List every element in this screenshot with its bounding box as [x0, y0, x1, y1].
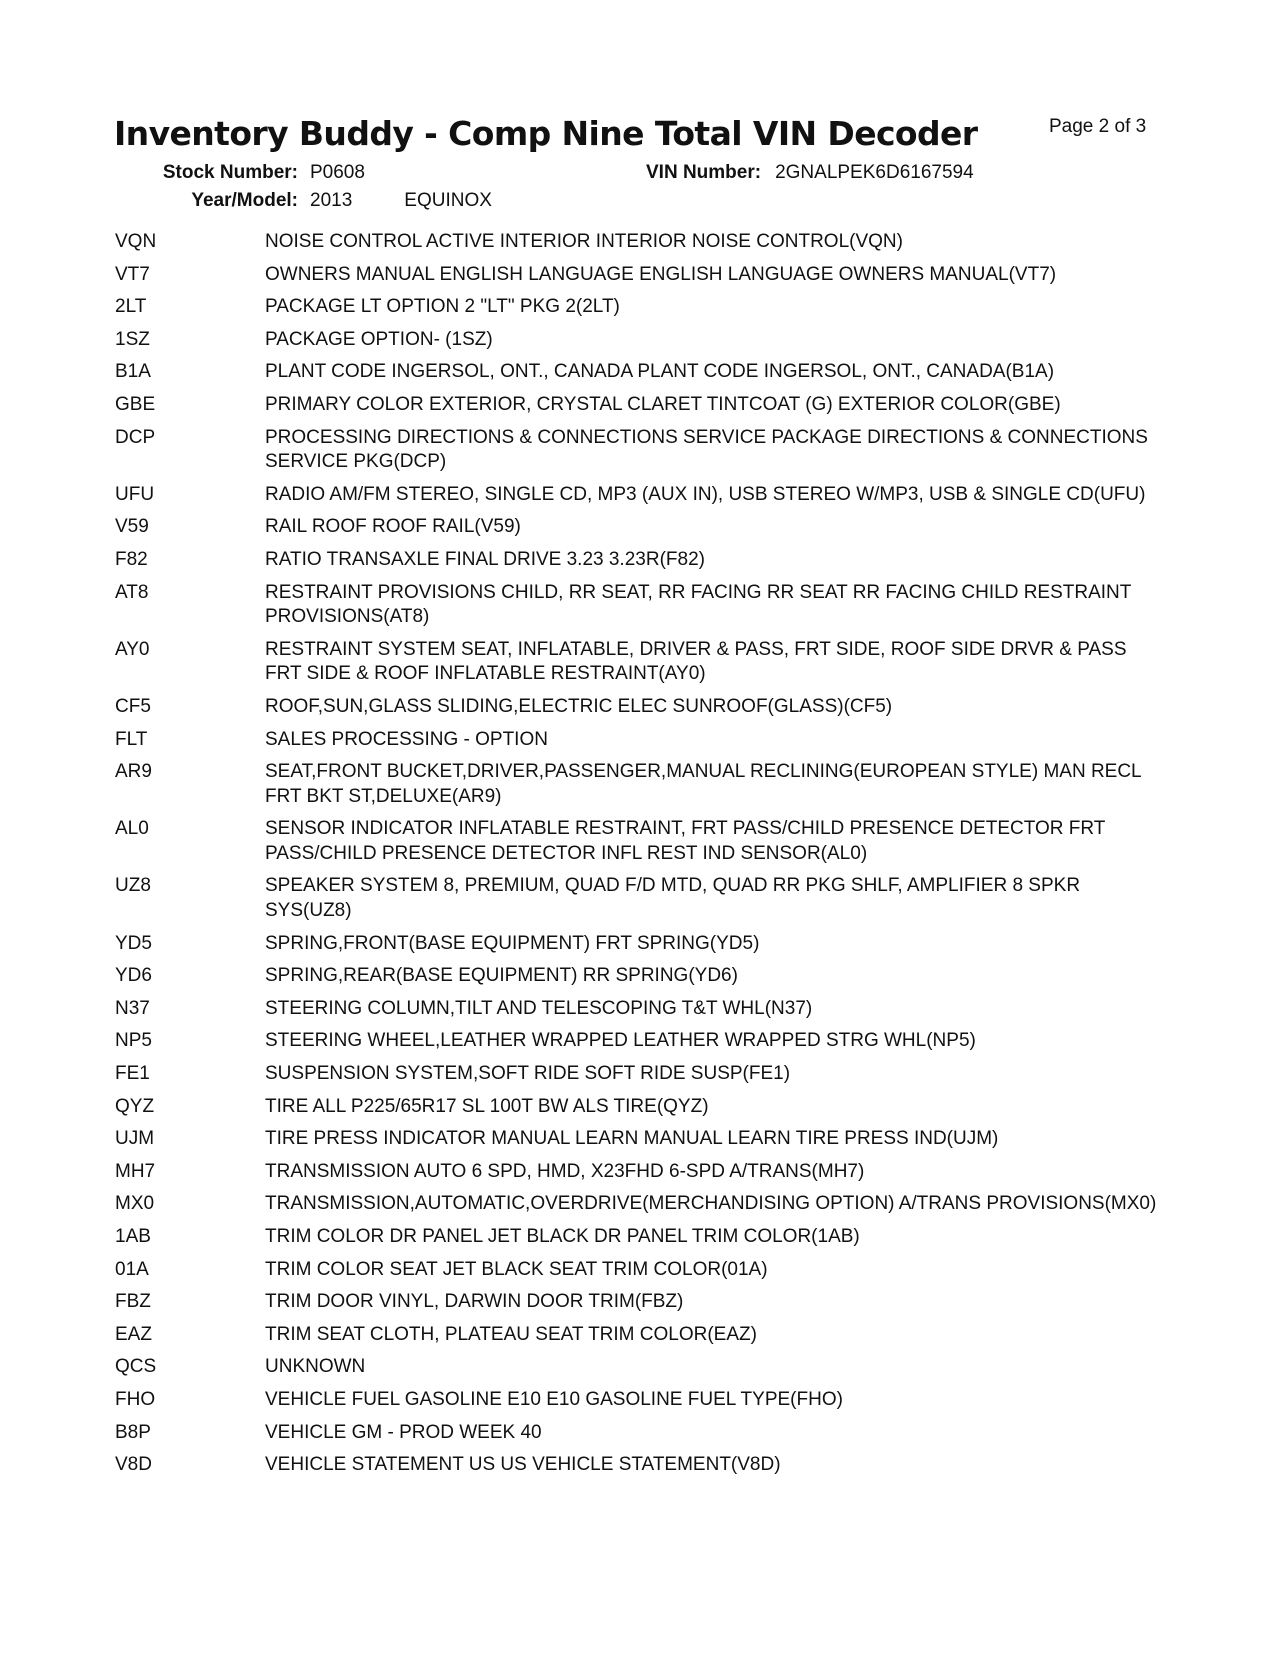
option-description: STEERING WHEEL,LEATHER WRAPPED LEATHER WRAPPED STRG WHL(NP5): [265, 1030, 976, 1052]
model-value: EQUINOX: [404, 190, 492, 211]
option-row: [115, 426, 1165, 483]
option-description: RAIL ROOF ROOF RAIL(V59): [265, 516, 521, 538]
option-code: QYZ: [115, 1095, 155, 1117]
option-description: TRIM DOOR VINYL, DARWIN DOOR TRIM(FBZ): [265, 1291, 684, 1313]
option-description: SPRING,FRONT(BASE EQUIPMENT) FRT SPRING(YD5): [265, 932, 760, 954]
option-row: [115, 760, 1165, 817]
option-code: FHO: [115, 1388, 156, 1410]
option-code: AY0: [115, 638, 150, 660]
option-row: [115, 1388, 1165, 1421]
option-row: [115, 728, 1165, 761]
option-description: SENSOR INDICATOR INFLATABLE RESTRAINT, FRT PASS/CHILD PRESENCE DETECTOR FRT PASS/CHILD PRESENCE DETECTOR INFL REST IND SENSOR(AL0): [265, 818, 1106, 864]
option-row: [115, 1453, 1165, 1486]
option-row: [115, 1290, 1165, 1323]
option-code: YD6: [115, 965, 152, 987]
option-code: VQN: [115, 231, 157, 252]
option-description: RADIO AM/FM STEREO, SINGLE CD, MP3 (AUX IN), USB STEREO W/MP3, USB & SINGLE CD(UFU): [265, 483, 1146, 505]
option-row: [115, 817, 1165, 874]
document-title: Inventory Buddy - Comp Nine Total VIN Decoder: [114, 114, 978, 153]
year-model-label: Year/Model:: [191, 190, 298, 211]
option-row: [115, 1127, 1165, 1160]
option-row: [115, 1258, 1165, 1291]
option-code: F82: [115, 548, 148, 570]
option-code: B8P: [115, 1421, 151, 1443]
option-code: UZ8: [115, 875, 151, 897]
option-row: [115, 548, 1165, 581]
option-row: [115, 997, 1165, 1030]
option-row: [115, 932, 1165, 965]
option-description: VEHICLE FUEL GASOLINE E10 E10 GASOLINE FUEL TYPE(FHO): [265, 1388, 843, 1410]
option-row: [115, 230, 1165, 263]
option-code: MH7: [115, 1160, 156, 1182]
option-description: OWNERS MANUAL ENGLISH LANGUAGE ENGLISH LANGUAGE OWNERS MANUAL(VT7): [265, 263, 1057, 285]
option-description: STEERING COLUMN,TILT AND TELESCOPING T&T WHL(N37): [265, 997, 813, 1019]
option-description: TRANSMISSION,AUTOMATIC,OVERDRIVE(MERCHANDISING OPTION) A/TRANS PROVISIONS(MX0): [265, 1193, 1157, 1215]
option-description: TRIM COLOR DR PANEL JET BLACK DR PANEL TRIM COLOR(1AB): [265, 1226, 860, 1247]
option-row: [115, 874, 1165, 931]
vin-number-value: 2GNALPEK6D6167594: [775, 162, 974, 183]
option-description: NOISE CONTROL ACTIVE INTERIOR INTERIOR NOISE CONTROL(VQN): [265, 231, 903, 252]
option-description: VEHICLE STATEMENT US US VEHICLE STATEMENT(V8D): [265, 1454, 781, 1476]
option-code: V59: [115, 516, 149, 538]
option-code: MX0: [115, 1193, 155, 1215]
option-description: RATIO TRANSAXLE FINAL DRIVE 3.23 3.23R(F82): [265, 548, 705, 570]
option-description: TRANSMISSION AUTO 6 SPD, HMD, X23FHD 6-SPD A/TRANS(MH7): [265, 1160, 865, 1182]
option-description: ROOF,SUN,GLASS SLIDING,ELECTRIC ELEC SUNROOF(GLASS)(CF5): [265, 695, 893, 717]
option-code: V8D: [115, 1454, 152, 1476]
option-row: [115, 515, 1165, 548]
option-row: [115, 964, 1165, 997]
option-description: SUSPENSION SYSTEM,SOFT RIDE SOFT RIDE SUSP(FE1): [265, 1063, 791, 1085]
option-row: [115, 1029, 1165, 1062]
option-description: PACKAGE OPTION- (1SZ): [265, 328, 493, 350]
option-description: TRIM SEAT CLOTH, PLATEAU SEAT TRIM COLOR(EAZ): [265, 1323, 757, 1345]
option-description: RESTRAINT SYSTEM SEAT, INFLATABLE, DRIVER & PASS, FRT SIDE, ROOF SIDE DRVR & PASS FRT SIDE & ROOF INFLATABLE RESTRAINT(AY0): [265, 638, 1127, 685]
year-value: 2013: [310, 190, 353, 211]
option-row: [115, 695, 1165, 728]
stock-number-field: [150, 162, 365, 184]
option-row: [115, 1192, 1165, 1225]
option-row: [115, 263, 1165, 296]
option-row: [115, 360, 1165, 393]
option-row: [115, 1062, 1165, 1095]
stock-number-label: Stock Number:: [162, 162, 298, 183]
option-description: RESTRAINT PROVISIONS CHILD, RR SEAT, RR FACING RR SEAT RR FACING CHILD RESTRAINT PROVISIONS(AT8): [265, 581, 1132, 628]
option-description: TIRE ALL P225/65R17 SL 100T BW ALS TIRE(QYZ): [265, 1095, 709, 1117]
option-description: SPRING,REAR(BASE EQUIPMENT) RR SPRING(YD6): [265, 965, 738, 987]
vin-number-field: [646, 162, 974, 184]
option-row: [115, 1160, 1165, 1193]
option-row: [115, 1421, 1165, 1454]
option-description: SEAT,FRONT BUCKET,DRIVER,PASSENGER,MANUAL RECLINING(EUROPEAN STYLE) MAN RECL FRT BKT ST,DELUXE(AR9): [265, 761, 1141, 807]
option-row: [115, 1355, 1165, 1388]
option-row: [115, 1323, 1165, 1356]
option-description: UNKNOWN: [265, 1356, 366, 1378]
option-code: EAZ: [115, 1323, 152, 1345]
option-row: [115, 1225, 1165, 1258]
option-description: PRIMARY COLOR EXTERIOR, CRYSTAL CLARET TINTCOAT (G) EXTERIOR COLOR(GBE): [265, 393, 1061, 415]
option-description: TRIM COLOR SEAT JET BLACK SEAT TRIM COLOR(01A): [265, 1258, 768, 1280]
option-description: PLANT CODE INGERSOL, ONT., CANADA PLANT CODE INGERSOL, ONT., CANADA(B1A): [265, 361, 1055, 383]
option-code-list: [115, 230, 1165, 1486]
option-code: FBZ: [115, 1291, 151, 1313]
option-code: AR9: [115, 761, 152, 783]
option-row: [115, 483, 1165, 516]
option-code: NP5: [115, 1030, 152, 1052]
option-code: VT7: [115, 263, 150, 285]
option-code: QCS: [115, 1356, 157, 1378]
option-code: 1AB: [115, 1226, 151, 1247]
option-code: 2LT: [115, 296, 147, 318]
option-code: YD5: [115, 932, 152, 954]
stock-number-value: P0608: [310, 162, 365, 183]
option-code: B1A: [115, 361, 151, 383]
option-code: FLT: [115, 728, 148, 750]
option-row: [115, 1095, 1165, 1128]
option-code: AT8: [115, 581, 149, 603]
option-code: DCP: [115, 426, 156, 448]
option-code: AL0: [115, 818, 149, 840]
option-row: [115, 638, 1165, 695]
option-code: 01A: [115, 1258, 149, 1280]
option-row: [115, 328, 1165, 361]
option-row: [115, 393, 1165, 426]
option-description: SALES PROCESSING - OPTION: [265, 728, 548, 750]
vin-number-label: VIN Number:: [646, 162, 762, 183]
page-indicator: Page 2 of 3: [1049, 116, 1147, 137]
option-code: CF5: [115, 695, 151, 717]
option-code: UFU: [115, 483, 155, 505]
option-code: GBE: [115, 393, 156, 415]
option-code: 1SZ: [115, 328, 150, 350]
option-description: PACKAGE LT OPTION 2 "LT" PKG 2(2LT): [265, 296, 620, 318]
option-description: TIRE PRESS INDICATOR MANUAL LEARN MANUAL LEARN TIRE PRESS IND(UJM): [265, 1128, 999, 1150]
year-model-field: [150, 190, 492, 212]
option-row: [115, 295, 1165, 328]
option-code: FE1: [115, 1063, 150, 1085]
option-description: PROCESSING DIRECTIONS & CONNECTIONS SERVICE PACKAGE DIRECTIONS & CONNECTIONS SERVICE PKG(DCP): [265, 426, 1148, 473]
option-description: VEHICLE GM - PROD WEEK 40: [265, 1421, 542, 1443]
option-description: SPEAKER SYSTEM 8, PREMIUM, QUAD F/D MTD, QUAD RR PKG SHLF, AMPLIFIER 8 SPKR SYS(UZ8): [265, 875, 1081, 922]
option-code: N37: [115, 997, 150, 1019]
option-code: UJM: [115, 1128, 155, 1150]
option-row: [115, 581, 1165, 638]
